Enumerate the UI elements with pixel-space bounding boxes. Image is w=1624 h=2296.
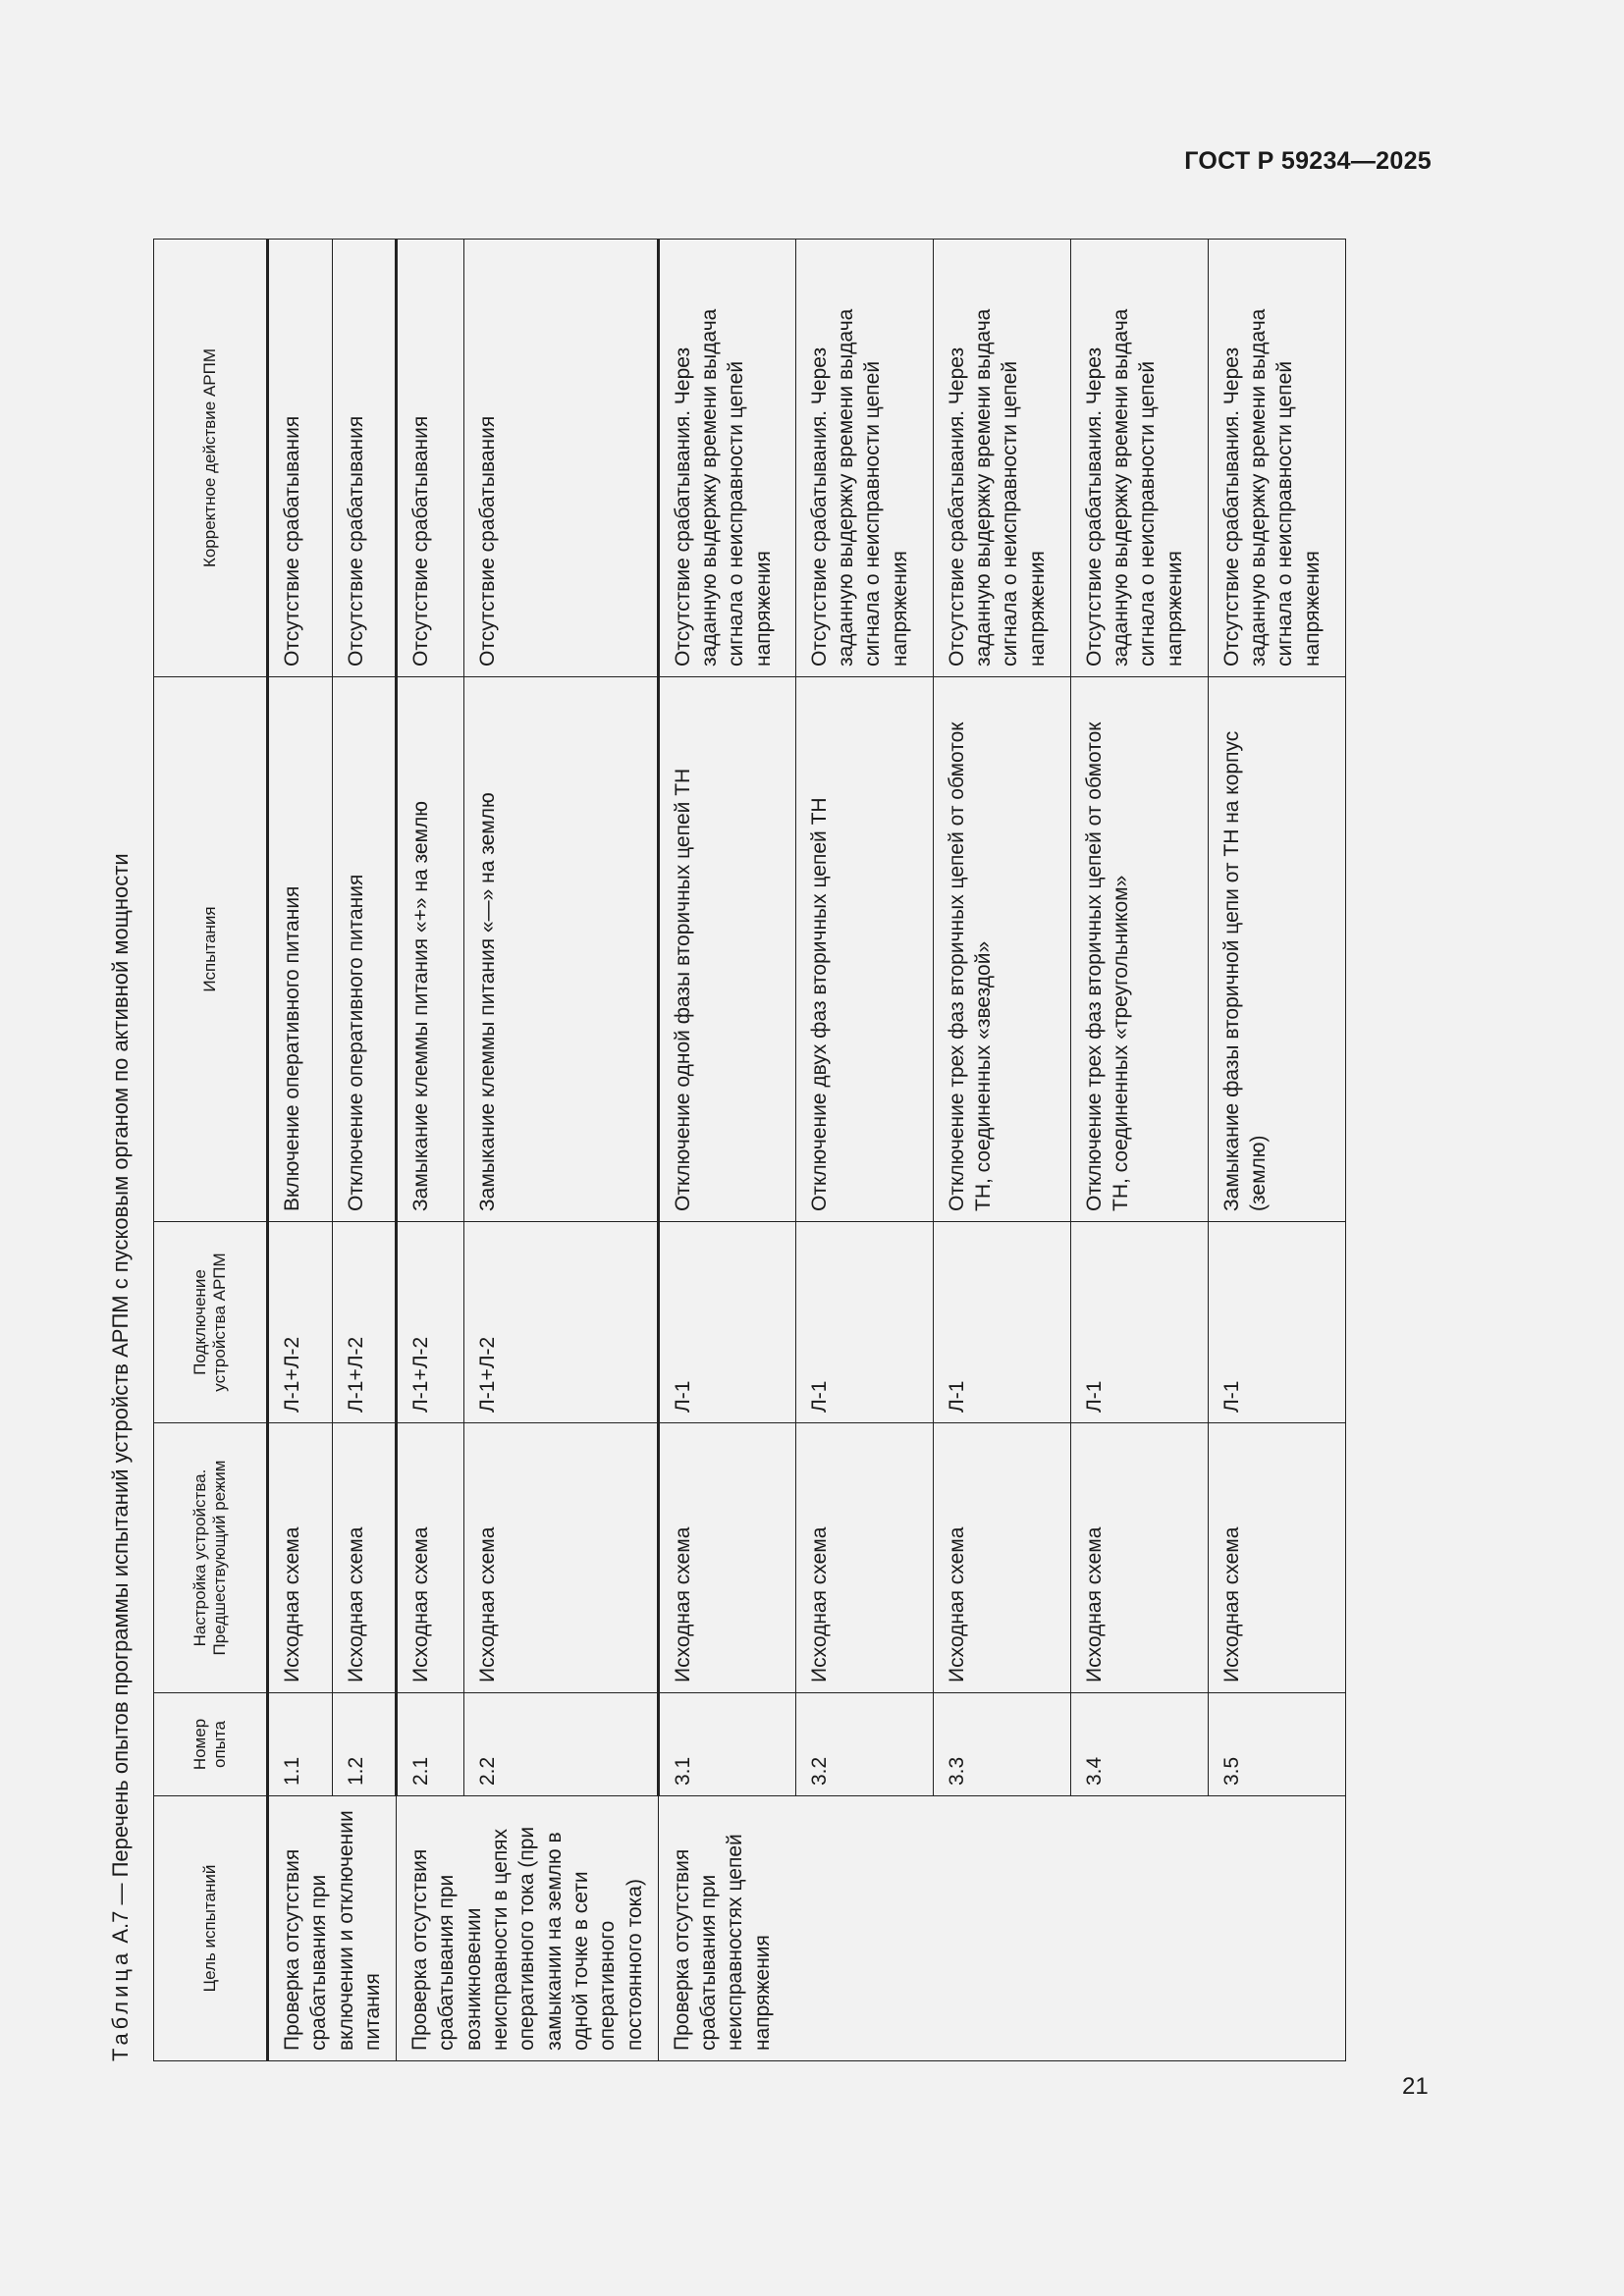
cell-conn: Л-1: [658, 1222, 795, 1423]
table-row: [464, 240, 658, 2061]
cell-num: 2.1: [397, 1693, 464, 1796]
cell-action: Отсутствие срабатывания. Через заданную выдержку времени выдача сигнала о неисправности цепей напряжения: [1070, 240, 1208, 677]
rotated-table-area: [108, 236, 1324, 2061]
cell-prev: Исходная схема: [1208, 1423, 1345, 1693]
table-row: [658, 240, 795, 2061]
table-caption: [108, 853, 134, 2061]
header-test: Испытания: [154, 677, 268, 1222]
cell-action: Отсутствие срабатывания: [464, 240, 658, 677]
cell-conn: Л-1+Л-2: [397, 1222, 464, 1423]
cell-test: Замыкание клеммы питания «+» на землю: [397, 677, 464, 1222]
cell-prev: Исходная схема: [795, 1423, 933, 1693]
cell-test: Отключение двух фаз вторичных цепей ТН: [795, 677, 933, 1222]
cell-num: 3.2: [795, 1693, 933, 1796]
cell-prev: Исходная схема: [933, 1423, 1070, 1693]
cell-conn: Л-1: [1208, 1222, 1345, 1423]
cell-test: Замыкание фазы вторичной цепи от ТН на корпус (землю): [1208, 677, 1345, 1222]
header-num: Номер опыта: [154, 1693, 268, 1796]
table-header-row: [154, 240, 268, 2061]
cell-conn: Л-1: [933, 1222, 1070, 1423]
cell-action: Отсутствие срабатывания: [397, 240, 464, 677]
cell-test: Замыкание клеммы питания «—» на землю: [464, 677, 658, 1222]
cell-action: Отсутствие срабатывания. Через заданную выдержку времени выдача сигнала о неисправности цепей напряжения: [658, 240, 795, 677]
table-row: [1070, 240, 1208, 2061]
cell-prev: Исходная схема: [268, 1423, 333, 1693]
header-action: Корректное действие АРПМ: [154, 240, 268, 677]
cell-prev: Исходная схема: [332, 1423, 397, 1693]
table-row: [268, 240, 333, 2061]
table-body: [268, 240, 1346, 2061]
cell-test: Отключение трех фаз вторичных цепей от обмоток ТН, соединенных «звездой»: [933, 677, 1070, 1222]
table-caption-prefix: Таблица: [108, 1949, 133, 2061]
page-number: 21: [1402, 2073, 1429, 2100]
cell-prev: Исходная схема: [464, 1423, 658, 1693]
header-goal: Цель испытаний: [154, 1796, 268, 2061]
cell-num: 1.1: [268, 1693, 333, 1796]
cell-prev: Исходная схема: [658, 1423, 795, 1693]
cell-prev: Исходная схема: [1070, 1423, 1208, 1693]
cell-num: 3.5: [1208, 1693, 1345, 1796]
cell-conn: Л-1: [795, 1222, 933, 1423]
cell-action: Отсутствие срабатывания: [332, 240, 397, 677]
table-row: [397, 240, 464, 2061]
cell-action: Отсутствие срабатывания. Через заданную выдержку времени выдача сигнала о неисправности цепей напряжения: [1208, 240, 1345, 677]
cell-num: 3.3: [933, 1693, 1070, 1796]
standard-code: ГОСТ Р 59234—2025: [1184, 147, 1432, 175]
table-row: [1208, 240, 1345, 2061]
cell-conn: Л-1+Л-2: [464, 1222, 658, 1423]
cell-conn: Л-1+Л-2: [332, 1222, 397, 1423]
table-row: [933, 240, 1070, 2061]
cell-num: 3.4: [1070, 1693, 1208, 1796]
cell-action: Отсутствие срабатывания: [268, 240, 333, 677]
tests-table: [153, 239, 1346, 2061]
header-prev: Настройка устройства. Предшествующий режим: [154, 1423, 268, 1693]
cell-action: Отсутствие срабатывания. Через заданную выдержку времени выдача сигнала о неисправности цепей напряжения: [795, 240, 933, 677]
cell-goal: Проверка отсутствия срабатывания при включении и отключении питания: [268, 1796, 397, 2061]
cell-conn: Л-1: [1070, 1222, 1208, 1423]
header-conn: Подключение устройства АРПМ: [154, 1222, 268, 1423]
table-row: [795, 240, 933, 2061]
cell-prev: Исходная схема: [397, 1423, 464, 1693]
cell-action: Отсутствие срабатывания. Через заданную выдержку времени выдача сигнала о неисправности цепей напряжения: [933, 240, 1070, 677]
cell-test: Отключение трех фаз вторичных цепей от обмоток ТН, соединенных «треугольником»: [1070, 677, 1208, 1222]
table-row: [332, 240, 397, 2061]
cell-goal: Проверка отсутствия срабатывания при возникновении неисправности в цепях оперативного тока (при замыкании на землю в одной точке в сети оперативного постоянного тока): [397, 1796, 659, 2061]
cell-num: 2.2: [464, 1693, 658, 1796]
cell-goal: Проверка отсутствия срабатывания при неисправностях цепей напряжения: [658, 1796, 1345, 2061]
cell-num: 1.2: [332, 1693, 397, 1796]
cell-conn: Л-1+Л-2: [268, 1222, 333, 1423]
table-caption-text: А.7 — Перечень опытов программы испытаний устройств АРПМ с пусковым органом по активной мощности: [108, 853, 133, 1949]
cell-test: Отключение оперативного питания: [332, 677, 397, 1222]
cell-test: Отключение одной фазы вторичных цепей ТН: [658, 677, 795, 1222]
cell-test: Включение оперативного питания: [268, 677, 333, 1222]
cell-num: 3.1: [658, 1693, 795, 1796]
